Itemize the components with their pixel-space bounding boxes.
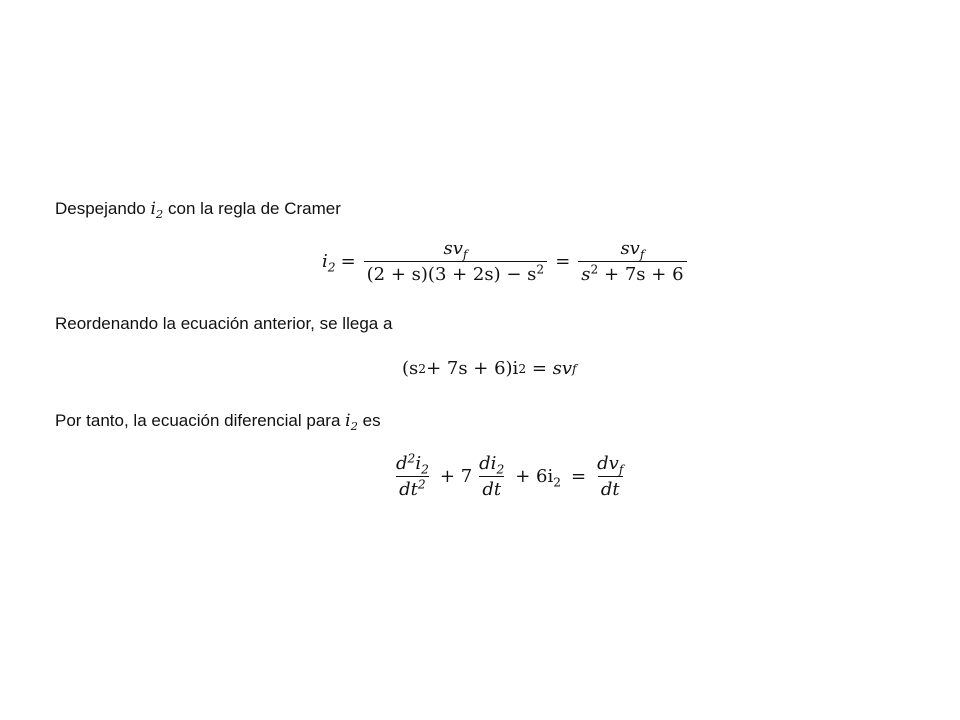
eq3-plus-7: + 7 xyxy=(439,466,473,487)
line3-text-end: es xyxy=(357,411,381,430)
eq3-f1-d: d xyxy=(396,453,408,474)
eq1-f2-num-sub: f xyxy=(639,247,645,262)
eq1-f2-den-s: s xyxy=(581,264,591,285)
eq3-f1-numerator xyxy=(393,453,432,476)
eq3-f2-di: di xyxy=(479,453,497,474)
eq3-f1-denominator xyxy=(396,476,429,500)
i2-variable xyxy=(150,199,164,222)
line3-text-start: Por tanto, la ecuación diferencial para xyxy=(55,411,346,430)
eq1-f2-numerator xyxy=(617,238,647,261)
eq3-equals: = xyxy=(571,466,587,487)
eq1-fraction-1 xyxy=(364,238,548,285)
eq1-equals-1: = xyxy=(340,251,356,272)
eq3-f1-dt: dt xyxy=(399,479,418,500)
eq1-lhs-sub: 2 xyxy=(327,260,336,275)
eq1-f1-den-sup: 2 xyxy=(536,262,545,277)
eq3-plus-6i xyxy=(515,466,562,490)
eq1-f1-num-sub: f xyxy=(462,247,468,262)
line1-text-start: Despejando xyxy=(55,199,151,218)
eq3-plus-6i-sub: 2 xyxy=(553,475,562,490)
eq2-equals: = xyxy=(526,358,553,379)
eq1-f1-den-text: (2 + s)(3 + 2s) − s xyxy=(366,264,537,285)
eq3-fraction-2 xyxy=(476,453,507,500)
eq1-f1-num-text: sv xyxy=(443,238,463,259)
eq2-paren-s: (s xyxy=(402,358,419,379)
eq1-equals-2: = xyxy=(555,251,571,272)
eq1-fraction-2 xyxy=(578,238,686,285)
var-sub: 2 xyxy=(155,207,164,222)
var-i-2: i xyxy=(345,411,351,431)
eq3-f1-sub: 2 xyxy=(421,462,429,477)
line1-text-end: con la regla de Cramer xyxy=(163,199,341,218)
eq1-f2-num-text: sv xyxy=(620,238,640,259)
text-line-reorder: Reordenando la ecuación anterior, se llega a xyxy=(55,314,393,333)
eq3-f1-sup: 2 xyxy=(407,451,416,466)
eq3-f2-denominator: dt xyxy=(479,476,504,500)
eq1-f1-numerator xyxy=(440,238,470,261)
eq3-f2-numerator xyxy=(476,453,507,476)
eq3-f1-i: i xyxy=(415,453,422,474)
equation-reordered: (s 2 + 7s + 6)i 2 = sv f xyxy=(402,358,577,379)
eq3-f3-dv: dv xyxy=(597,453,619,474)
equation-differential xyxy=(390,453,629,500)
eq2-rhs: sv xyxy=(552,358,573,379)
text-line-cramer xyxy=(55,198,341,220)
eq1-f2-denominator xyxy=(578,261,686,285)
eq1-f1-denominator xyxy=(364,261,548,285)
var-i: i xyxy=(150,199,156,219)
var-sub-2: 2 xyxy=(350,419,358,434)
eq3-f1-dt-sup: 2 xyxy=(417,477,426,492)
eq3-fraction-3 xyxy=(594,453,626,500)
eq3-fraction-1 xyxy=(393,453,432,500)
equation-cramer xyxy=(322,238,690,285)
eq1-lhs-i: i xyxy=(322,251,328,272)
eq1-f2-den-rest: + 7s + 6 xyxy=(598,264,684,285)
eq1-lhs xyxy=(322,251,336,275)
eq3-plus-6i-text: + 6i xyxy=(515,466,554,487)
eq2-middle: + 7s + 6)i xyxy=(426,358,519,379)
eq3-f3-denominator: dt xyxy=(598,476,623,500)
text-line-differential xyxy=(55,410,381,432)
eq3-f2-sub: 2 xyxy=(496,462,505,477)
eq1-f2-den-sup: 2 xyxy=(590,262,599,277)
i2-variable-2 xyxy=(345,411,358,434)
eq3-f3-numerator xyxy=(594,453,626,476)
eq3-f3-sub: f xyxy=(618,462,624,477)
